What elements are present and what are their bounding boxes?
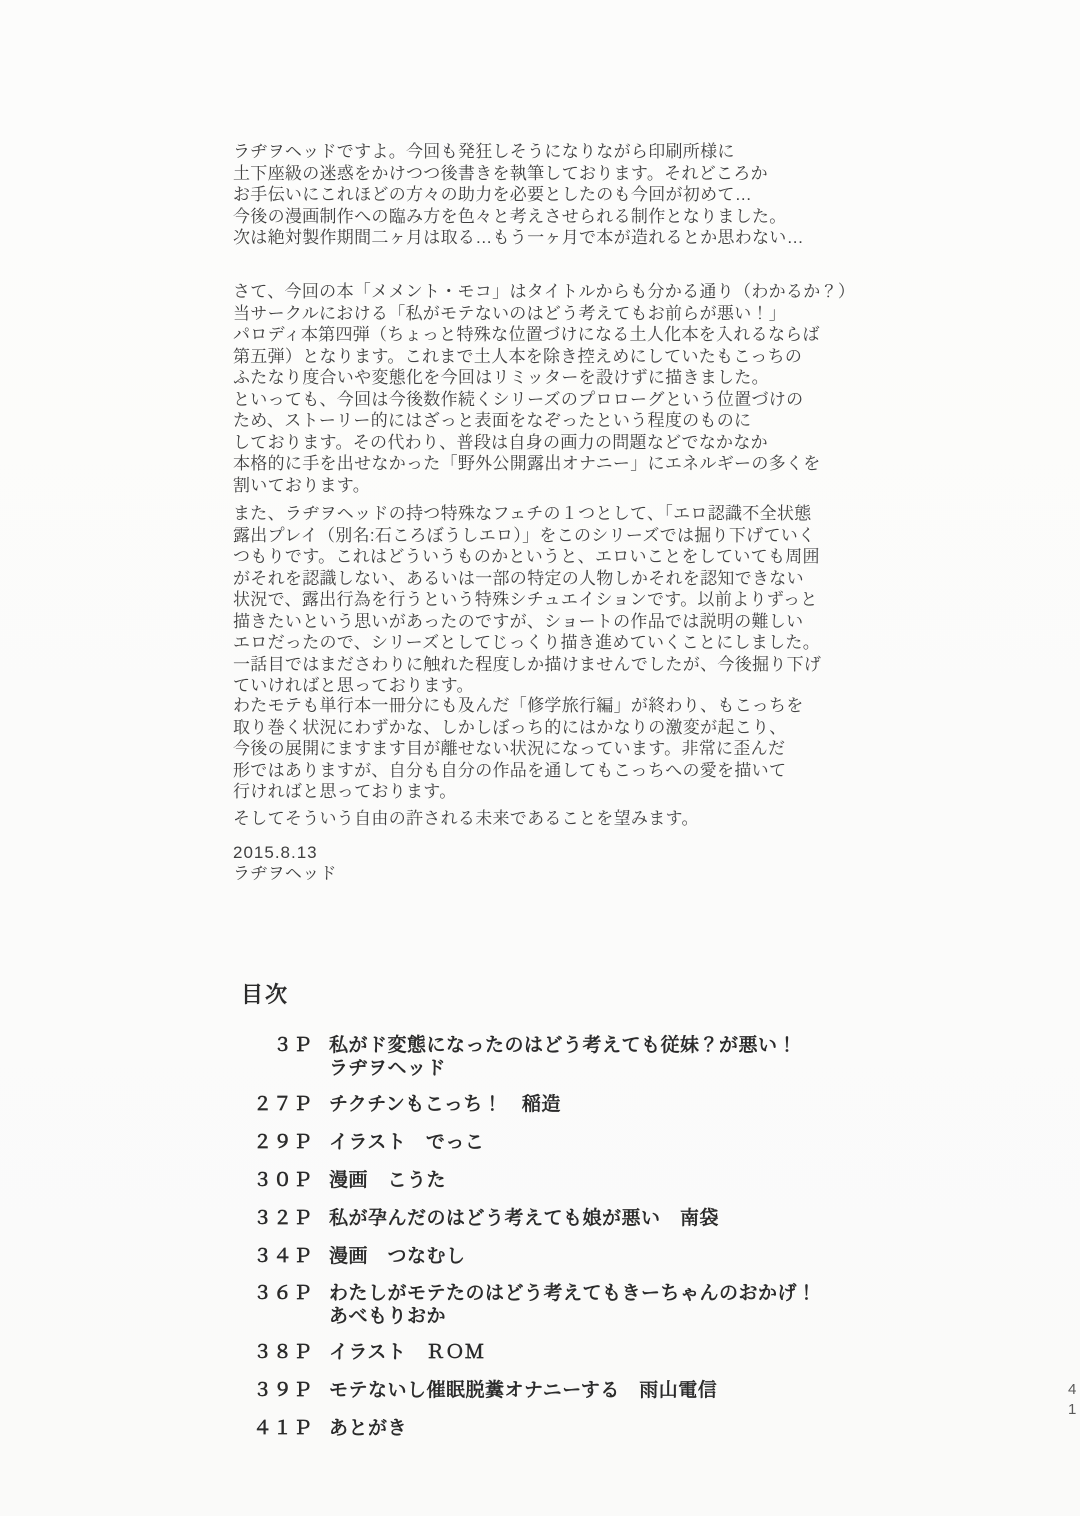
toc-entry-title: 漫画 つなむし bbox=[329, 1246, 466, 1267]
toc-entry-body bbox=[329, 1283, 817, 1328]
toc-entry-body bbox=[329, 1418, 407, 1440]
toc-entry-title: あとがき bbox=[329, 1418, 408, 1439]
toc-entry-page: ４１Ｐ bbox=[252, 1418, 313, 1439]
toc-entry-title: イラスト ＲＯＭ bbox=[329, 1342, 485, 1363]
toc-entry bbox=[233, 1170, 993, 1192]
toc-entry bbox=[233, 1418, 993, 1440]
toc-entry-page: ２９Ｐ bbox=[252, 1132, 313, 1153]
toc-entry bbox=[233, 1283, 993, 1328]
toc-entry bbox=[233, 1208, 993, 1230]
toc-entry-title: モテないし催眠脱糞オナニーする 雨山電信 bbox=[329, 1380, 718, 1401]
toc-entry-title: チクチンもこっち！ 稲造 bbox=[329, 1094, 561, 1115]
toc-entry bbox=[233, 1132, 993, 1154]
toc-entry-title: わたしがモテたのはどう考えてもきーちゃんのおかげ！ bbox=[329, 1283, 817, 1304]
toc-entry-body bbox=[329, 1208, 719, 1230]
afterword-paragraph-1: ラヂヲヘッドですよ。今回も発狂しそうになりながら印刷所様に 土下座級の迷惑をかけつつ後書きを執筆しております。それどころか お手伝いにこれほどの方々の助力を必要としたのも今回が初めて… 今後の漫画制作への臨み方を色々と考えさせられる制作となりました。 次は絶対製作期間二ヶ月は取る…もう一ヶ月で本が造れるとか思わない… bbox=[233, 142, 804, 247]
afterword-signature: ラヂヲヘッド bbox=[233, 864, 337, 883]
afterword-paragraph-2: さて、今回の本「メメント・モコ」はタイトルからも分かる通り（わかるか？） 当サークルにおける「私がモテないのはどう考えてもお前らが悪い！」 パロディ本第四弾（ちょっと特殊な位置づけになる土人化本を入れるならば 第五弾）となります。これまで土人本を除き控えめにしていたもこっちの ふたなり度合いや変態化を今回はリミッターを設けずに描きました。 といっても、今回は今後数作続くシリーズのプロローグという位置づけの ため、ストーリー的にはざっと表面をなぞったという程度のものに しております。その代わり、普段は自身の画力の問題などでなかなか 本格的に手を出せなかった「野外公開露出オナニー」にエネルギーの多くを 割いております。 bbox=[233, 282, 856, 495]
toc-entry-page: ２７Ｐ bbox=[252, 1094, 313, 1115]
toc-entry-author: あべもりおか bbox=[329, 1306, 447, 1327]
toc-entry bbox=[233, 1094, 993, 1116]
toc-entry-page: ３９Ｐ bbox=[252, 1380, 313, 1401]
toc-entry bbox=[233, 1380, 993, 1402]
toc-entry-page: ３Ｐ bbox=[272, 1035, 313, 1056]
toc-entry-title: イラスト でっこ bbox=[329, 1132, 485, 1153]
toc-entry-body bbox=[329, 1132, 484, 1154]
edge-page-number: 4 1 bbox=[1068, 1381, 1077, 1418]
toc-entry-page: ３４Ｐ bbox=[252, 1246, 313, 1267]
toc-entry bbox=[233, 1035, 993, 1080]
toc-entry-body bbox=[329, 1170, 446, 1192]
afterword-date: 2015.8.13 bbox=[233, 843, 318, 862]
afterword-closing-line: そしてそういう自由の許される未来であることを望みます。 bbox=[233, 809, 699, 828]
afterword-paragraph-3: また、ラヂヲヘッドの持つ特殊なフェチの１つとして、「エロ認識不全状態 露出プレイ（別名:石ころぼうしエロ）」をこのシリーズでは掘り下げていく つもりです。これはどういうものかというと、エロいことをしていても周囲 がそれを認識しない、あるいは一部の特定の人物しかそれを認知できない 状況で、露出行為を行うという特殊シチュエイションです。以前よりずっと 描きたいという思いがあったのですが、ショートの作品では説明の難しい エロだったので、シリーズとしてじっくり描き進めていくことにしました。 一話目ではまださわりに触れた程度しか描けませんでしたが、今後掘り下げ ていければと思っております。 bbox=[233, 504, 822, 695]
toc-entry-body bbox=[329, 1035, 797, 1080]
toc-entry-body bbox=[329, 1380, 717, 1402]
toc-entry-body bbox=[329, 1342, 484, 1364]
toc-entry-body bbox=[329, 1246, 466, 1268]
toc-entry-page: ３６Ｐ bbox=[252, 1283, 313, 1304]
toc-entry-page: ３２Ｐ bbox=[252, 1208, 313, 1229]
toc-entry-body bbox=[329, 1094, 561, 1116]
toc-entry bbox=[233, 1246, 993, 1268]
toc-entry-title: 漫画 こうた bbox=[329, 1170, 447, 1191]
toc-entry-page: ３８Ｐ bbox=[252, 1342, 313, 1363]
toc-entry-title: 私がド変態になったのはどう考えても従妹？が悪い！ bbox=[329, 1035, 798, 1056]
toc-entry-title: 私が孕んだのはどう考えても娘が悪い 南袋 bbox=[329, 1208, 720, 1229]
toc-entry bbox=[233, 1342, 993, 1364]
toc-heading: 目次 bbox=[241, 982, 290, 1007]
toc-entry-author: ラヂヲヘッド bbox=[329, 1058, 447, 1079]
toc-entry-page: ３０Ｐ bbox=[252, 1170, 313, 1191]
afterword-paragraph-4: わたモテも単行本一冊分にも及んだ「修学旅行編」が終わり、もこっちを 取り巻く状況にわずかな、しかしぼっち的にはかなりの激変が起こり、 今後の展開にますます目が離せない状況になっています。非常に歪んだ 形ではありますが、自分も自分の作品を通してもこっちへの愛を描いて 行ければと思っております。 bbox=[233, 696, 804, 801]
